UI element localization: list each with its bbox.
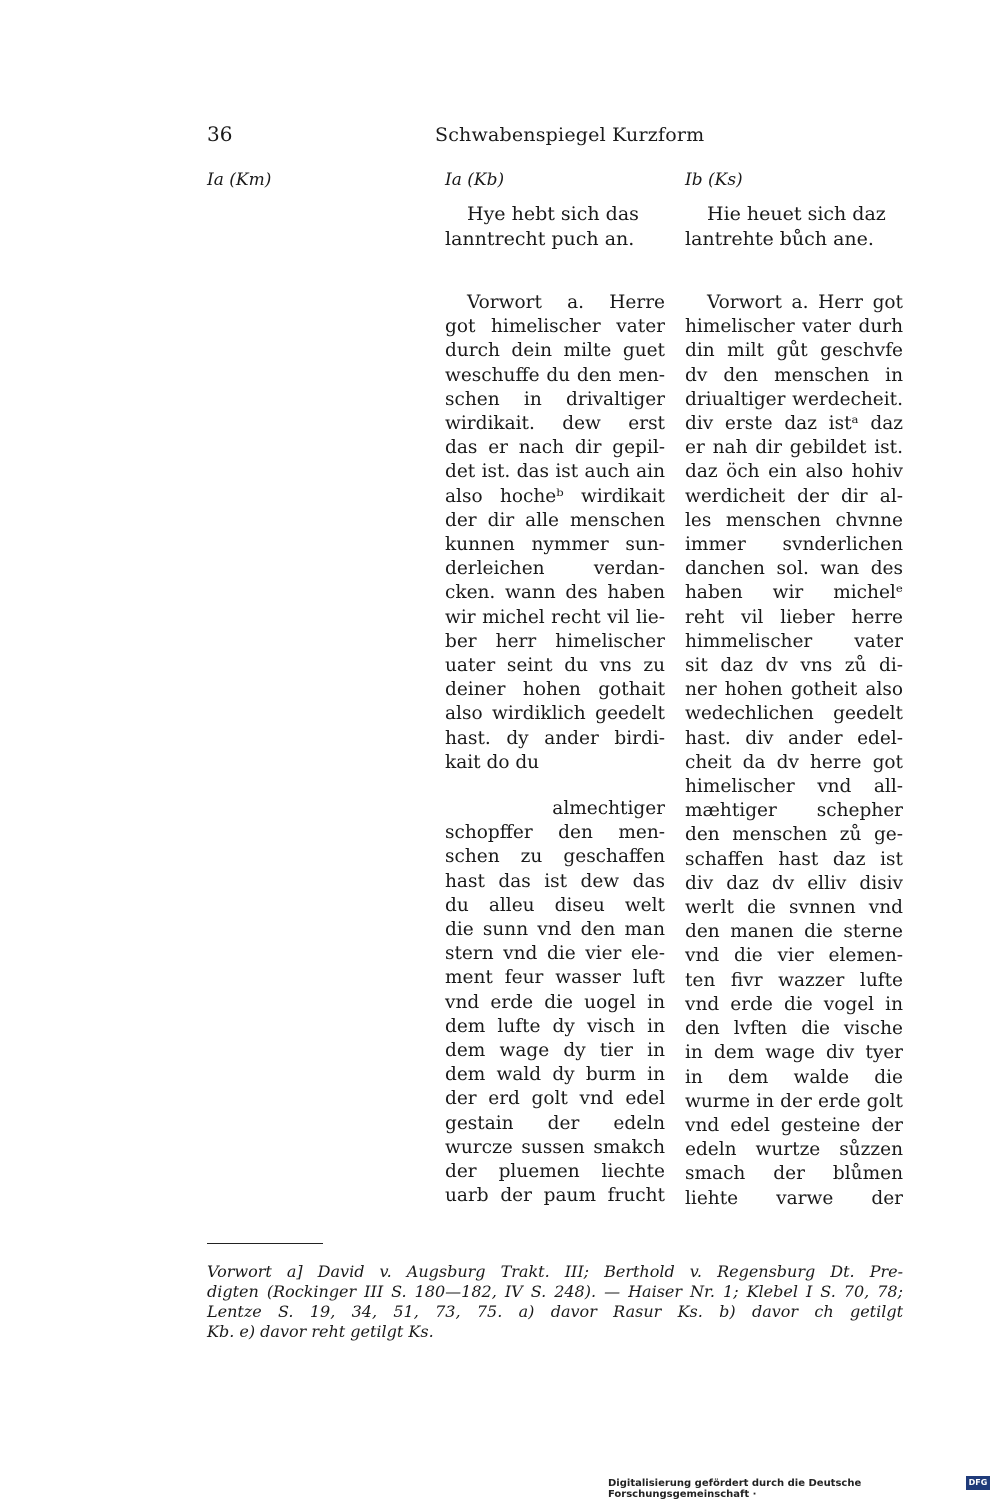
kb-line: du alleu diseu welt: [445, 894, 665, 916]
ks-line: daz öch ein also hohiv: [685, 461, 903, 483]
ks-line: in dem walde die: [685, 1066, 903, 1088]
ks-line: er nah dir gebildet ist.: [685, 437, 903, 459]
ks-line: himelischer vnd all-: [685, 776, 903, 798]
ks-line: haben wir michelᵉ: [685, 582, 903, 604]
kb-line: der erd golt vnd edel: [445, 1088, 665, 1110]
footnotes: [207, 1262, 903, 1342]
ks-line: sit daz dv vns zů di-: [685, 655, 903, 677]
kb-title-line: Hye hebt sich das: [467, 203, 639, 225]
kb-text-block-2: [445, 797, 665, 1208]
ks-line: div erste daz istᵃ daz: [685, 413, 903, 435]
page-number: 36: [207, 122, 233, 146]
kb-line: derleichen verdan-: [445, 558, 665, 580]
running-title: Schwabenspiegel Kurzform: [435, 124, 705, 146]
column-label-km: Ia (Km): [207, 170, 272, 190]
kb-line: ber herr himelischer: [445, 630, 665, 652]
ks-line: danchen sol. wan des: [685, 558, 903, 580]
kb-line: der pluemen liechte: [445, 1161, 665, 1183]
kb-line: weschuffe du den men-: [445, 364, 665, 386]
ks-text-block: [685, 291, 903, 1211]
kb-line: also hocheᵇ wirdikait: [445, 485, 665, 507]
kb-line: vnd erde die uogel in: [445, 991, 665, 1013]
funding-credit: Digitalisierung gefördert durch die Deutsche Forschungsgemeinschaft ·: [608, 1478, 862, 1500]
kb-line: got himelischer vater: [445, 316, 665, 338]
ks-line: hast. div ander edel-: [685, 727, 903, 749]
kb-line: hast. dy ander birdi-: [445, 727, 665, 749]
kb-line: wirdikait. dew erst: [445, 413, 665, 435]
kb-line: ment feur wasser luft: [445, 967, 665, 989]
ks-title-line: lantrehte bůch ane.: [685, 228, 874, 250]
ks-line: vnd edel gesteine der: [685, 1114, 903, 1136]
ks-line: ner hohen gotheit also: [685, 679, 903, 701]
footnote-divider: [207, 1243, 323, 1244]
kb-line: wurcze sussen smakch: [445, 1136, 665, 1158]
kb-line: also wirdiklich geedelt: [445, 703, 665, 725]
ks-line: ten fivr wazzer lufte: [685, 969, 903, 991]
ks-line: vnd erde die vogel in: [685, 993, 903, 1015]
column-label-kb: Ia (Kb): [445, 170, 505, 190]
ks-line: den manen die sterne: [685, 921, 903, 943]
kb-line: kait do du: [445, 751, 540, 773]
ks-line: wedechlichen geedelt: [685, 703, 903, 725]
kb-line: schen in drivaltiger: [445, 388, 665, 410]
kb-line: stern vnd die vier ele-: [445, 943, 665, 965]
ks-line: werdicheit der dir al-: [685, 485, 903, 507]
kb-line: das er nach dir gepil-: [445, 437, 665, 459]
kb-line: durch dein milte guet: [445, 340, 665, 362]
ks-line: Vorwort a. Herr got: [707, 292, 903, 313]
kb-line: uarb der paum frucht: [445, 1185, 665, 1207]
kb-line: der dir alle menschen: [445, 509, 665, 531]
kb-line: cken. wann des haben: [445, 582, 665, 604]
kb-line: schopffer den men-: [445, 822, 665, 844]
ks-line: reht vil lieber herre: [685, 606, 903, 628]
dfg-logo: DFG: [966, 1476, 990, 1490]
footnote-line: Kb. e) davor reht getilgt Ks.: [207, 1322, 434, 1341]
kb-line: kunnen nymmer sun-: [445, 534, 665, 556]
ks-line: mæhtiger schepher: [685, 800, 903, 822]
ks-line: les menschen chvnne: [685, 509, 903, 531]
ks-line: smach der blůmen: [685, 1163, 903, 1185]
kb-text-block-1: [445, 291, 665, 775]
kb-line: deiner hohen gothait: [445, 679, 665, 701]
kb-line: hast das ist dew das: [445, 870, 665, 892]
ks-line: wurme in der erde golt: [685, 1090, 903, 1112]
ks-line: himelischer vater durh: [685, 316, 903, 338]
kb-line: die sunn vnd den man: [445, 919, 665, 941]
ks-line: div daz dv elliv disiv: [685, 872, 903, 894]
ks-line: vnd die vier elemen-: [685, 945, 903, 967]
ks-line: werlt die svnnen vnd: [685, 897, 903, 919]
ks-line: cheit da dv herre got: [685, 751, 903, 773]
ks-line: den menschen zů ge-: [685, 824, 903, 846]
footnote-line: digten (Rockinger III S. 180—182, IV S. 248). — Haiser Nr. 1; Klebel I S. 70, 78;: [207, 1282, 903, 1301]
ks-line: himmelischer vater: [685, 630, 903, 652]
kb-line: dem wald dy burm in: [445, 1064, 665, 1086]
ks-title: [685, 202, 897, 252]
kb-line: uater seint du vns zu: [445, 655, 665, 677]
kb-line: dem lufte dy visch in: [445, 1015, 665, 1037]
ks-title-line: Hie heuet sich daz: [707, 203, 886, 225]
ks-line: den lvften die vische: [685, 1018, 903, 1040]
kb-title: [445, 202, 649, 252]
kb-line: dem wage dy tier in: [445, 1040, 665, 1062]
ks-line: liehte varwe der: [685, 1187, 903, 1209]
footnote-line: Lentze S. 19, 34, 51, 73, 75. a) davor Rasur Ks. b) davor ch getilgt: [207, 1302, 903, 1321]
kb-line: wir michel recht vil lie-: [445, 606, 665, 628]
ks-line: schaffen hast daz ist: [685, 848, 903, 870]
ks-line: in dem wage div tyer: [685, 1042, 903, 1064]
ks-line: driualtiger werdecheit.: [685, 388, 903, 410]
ks-line: dv den menschen in: [685, 364, 903, 386]
kb-line: schen zu geschaffen: [445, 846, 665, 868]
ks-line: edeln wurtze sůzzen: [685, 1139, 903, 1161]
footnote-line: Vorwort a] David v. Augsburg Trakt. III; Berthold v. Regensburg Dt. Pre-: [207, 1262, 903, 1281]
kb-title-line: lanntrecht puch an.: [445, 228, 635, 250]
ks-line: din milt gůt geschvfe: [685, 340, 903, 362]
kb-line: almechtiger: [552, 798, 665, 819]
kb-line: det ist. das ist auch ain: [445, 461, 665, 483]
kb-line: gestain der edeln: [445, 1112, 665, 1134]
kb-line: Vorwort a. Herre: [467, 292, 665, 313]
ks-line: immer svnderlichen: [685, 534, 903, 556]
column-label-ks: Ib (Ks): [685, 170, 743, 190]
